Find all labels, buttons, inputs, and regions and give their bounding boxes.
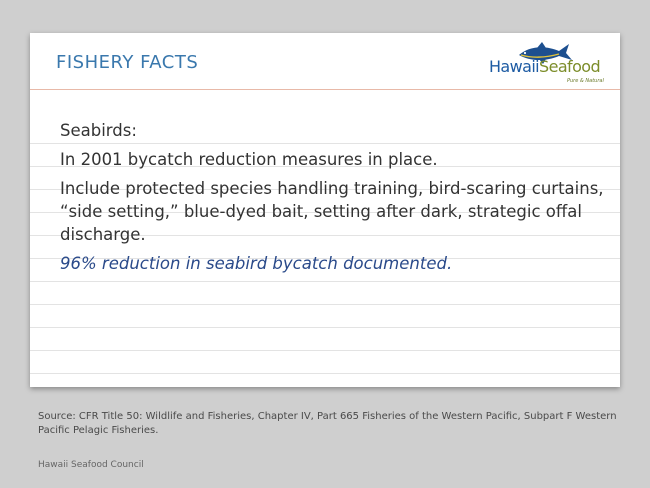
point-heading: Seabirds: (60, 121, 137, 140)
logo-tagline: Pure & Natural (567, 78, 604, 84)
footer-credit: Hawaii Seafood Council (38, 460, 144, 470)
slide-title: FISHERY FACTS (56, 52, 199, 73)
slide-card (30, 33, 620, 387)
card-header (30, 33, 620, 90)
logo-wordmark (489, 57, 600, 76)
point-text: In 2001 bycatch reduction measures in place. (60, 150, 438, 169)
hawaii-seafood-logo (485, 40, 613, 86)
highlight-text: 96% reduction in seabird bycatch documented. (60, 254, 453, 273)
logo-wordmark-hawaii: Hawaii (489, 57, 540, 76)
logo-wordmark-seafood: Seafood (539, 57, 601, 76)
source-citation: Source: CFR Title 50: Wildlife and Fisheries, Chapter IV, Part 665 Fisheries of the Western Pacific, Subpart F Western Pacific Pelagic Fisheries. (38, 411, 617, 436)
point-text: Include protected species handling training, bird-scaring curtains, “side setting,” blue-dyed bait, setting after dark, strategic offal discharge. (60, 179, 604, 244)
slide-content (60, 119, 605, 275)
